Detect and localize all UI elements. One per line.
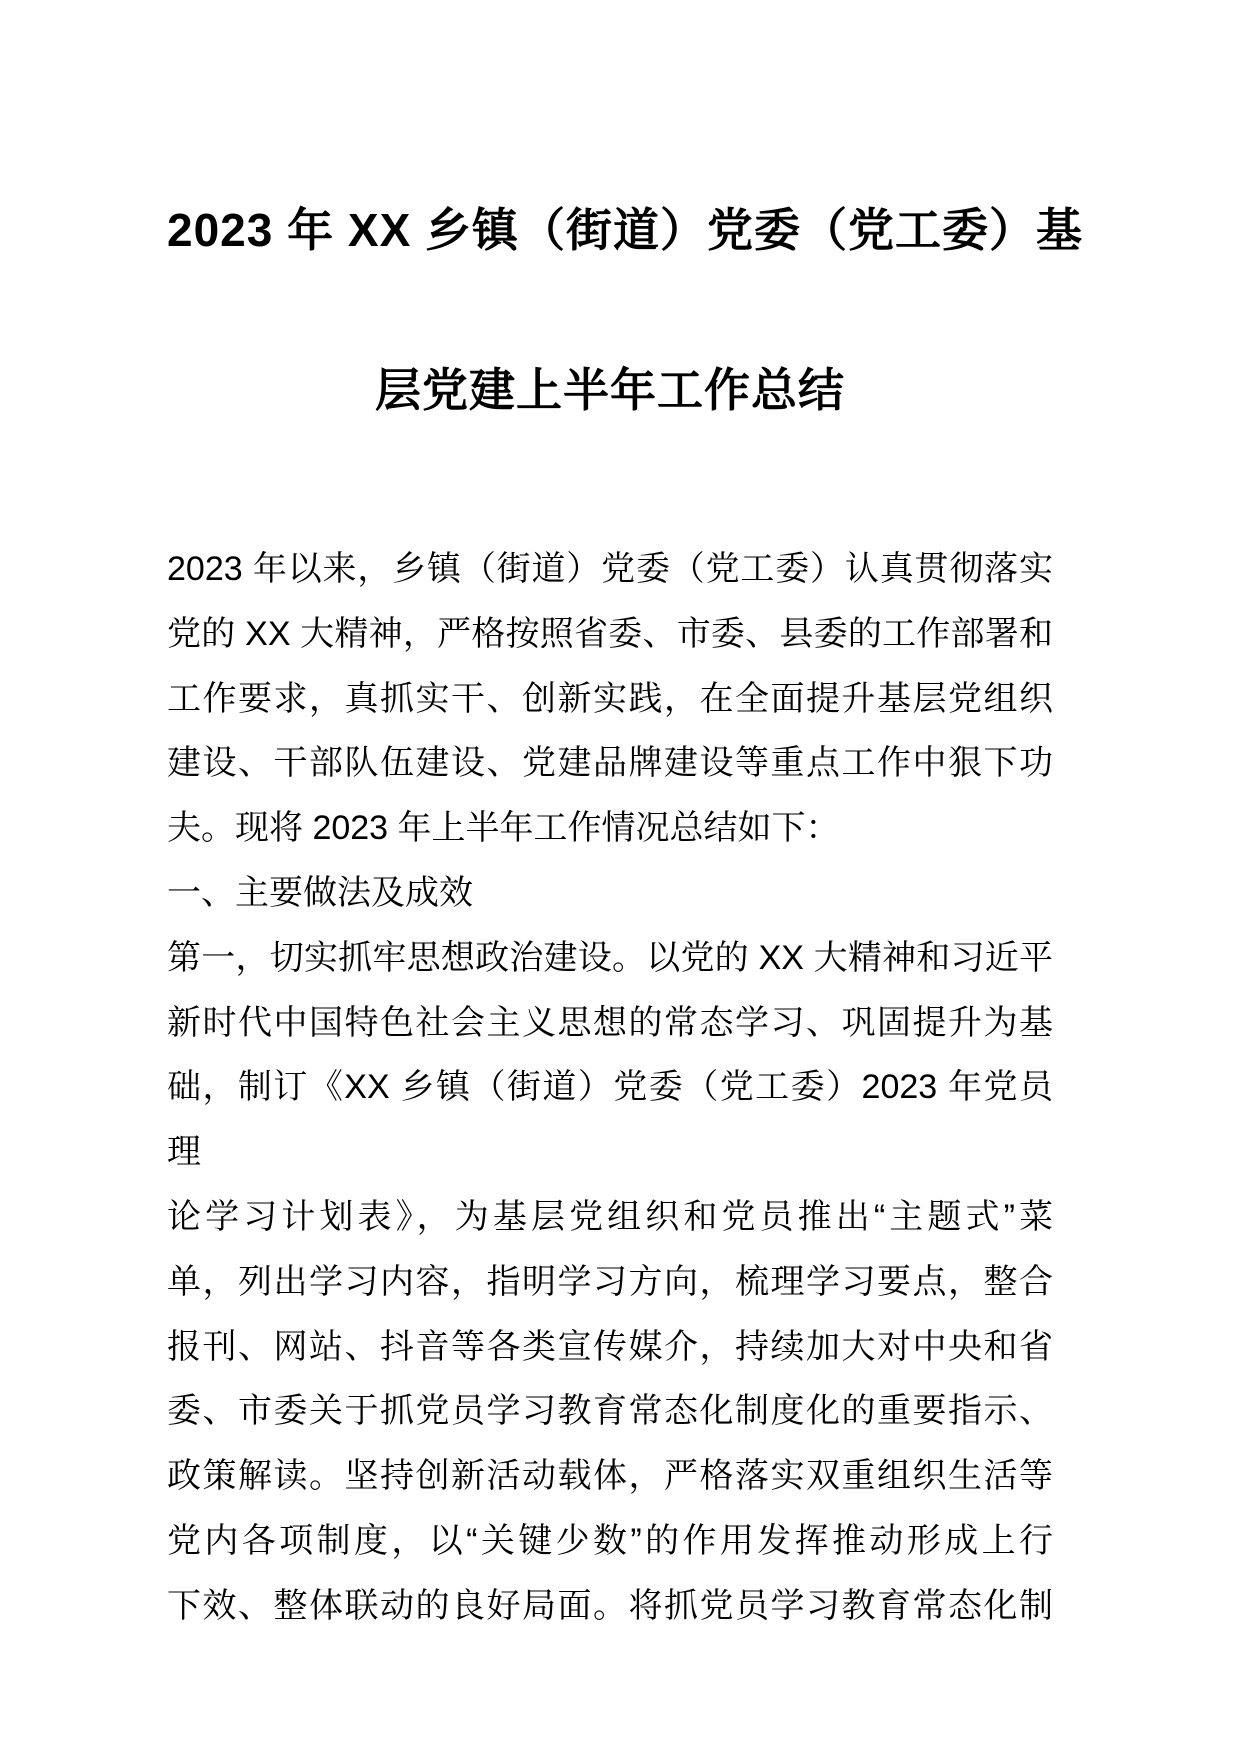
body-line: 单，列出学习内容，指明学习方向，梳理学习要点，整合	[167, 1262, 1053, 1301]
document-title-line-1: 2023 年 XX 乡镇（街道）党委（党工委）基	[167, 204, 1084, 256]
body-line: 建设、干部队伍建设、党建品牌建设等重点工作中狠下功	[167, 744, 1053, 783]
body-line: 夫。现将 2023 年上半年工作情况总结如下：	[167, 809, 840, 848]
document-title-line-2: 层党建上半年工作总结	[375, 364, 845, 416]
body-line: 第一，切实抓牢思想政治建设。以党的 XX 大精神和习近平	[167, 938, 1053, 977]
body-line: 新时代中国特色社会主义思想的常态学习、巩固提升为基	[167, 1003, 1053, 1042]
document-body	[167, 537, 1053, 1639]
body-line: 工作要求，真抓实干、创新实践，在全面提升基层党组织	[167, 679, 1053, 718]
body-line: 政策解读。坚持创新活动载体，严格落实双重组织生活等	[167, 1457, 1053, 1496]
body-line: 下效、整体联动的良好局面。将抓党员学习教育常态化制	[167, 1586, 1053, 1625]
body-line: 论学习计划表》，为基层党组织和党员推出“主题式”菜	[167, 1197, 1053, 1236]
body-line: 报刊、网站、抖音等各类宣传媒介，持续加大对中央和省	[167, 1327, 1053, 1366]
document-title	[167, 150, 1084, 470]
body-line: 础，制订《XX 乡镇（街道）党委（党工委）2023 年党员理	[167, 1068, 1053, 1172]
body-line: 委、市委关于抓党员学习教育常态化制度化的重要指示、	[167, 1392, 1053, 1431]
body-line: 2023 年以来，乡镇（街道）党委（党工委）认真贯彻落实	[167, 550, 1053, 588]
body-line: 党的 XX 大精神，严格按照省委、市委、县委的工作部署和	[167, 614, 1053, 653]
body-line: 党内各项制度，以“关键少数”的作用发挥推动形成上行	[167, 1521, 1053, 1560]
body-section-heading: 一、主要做法及成效	[167, 873, 473, 912]
